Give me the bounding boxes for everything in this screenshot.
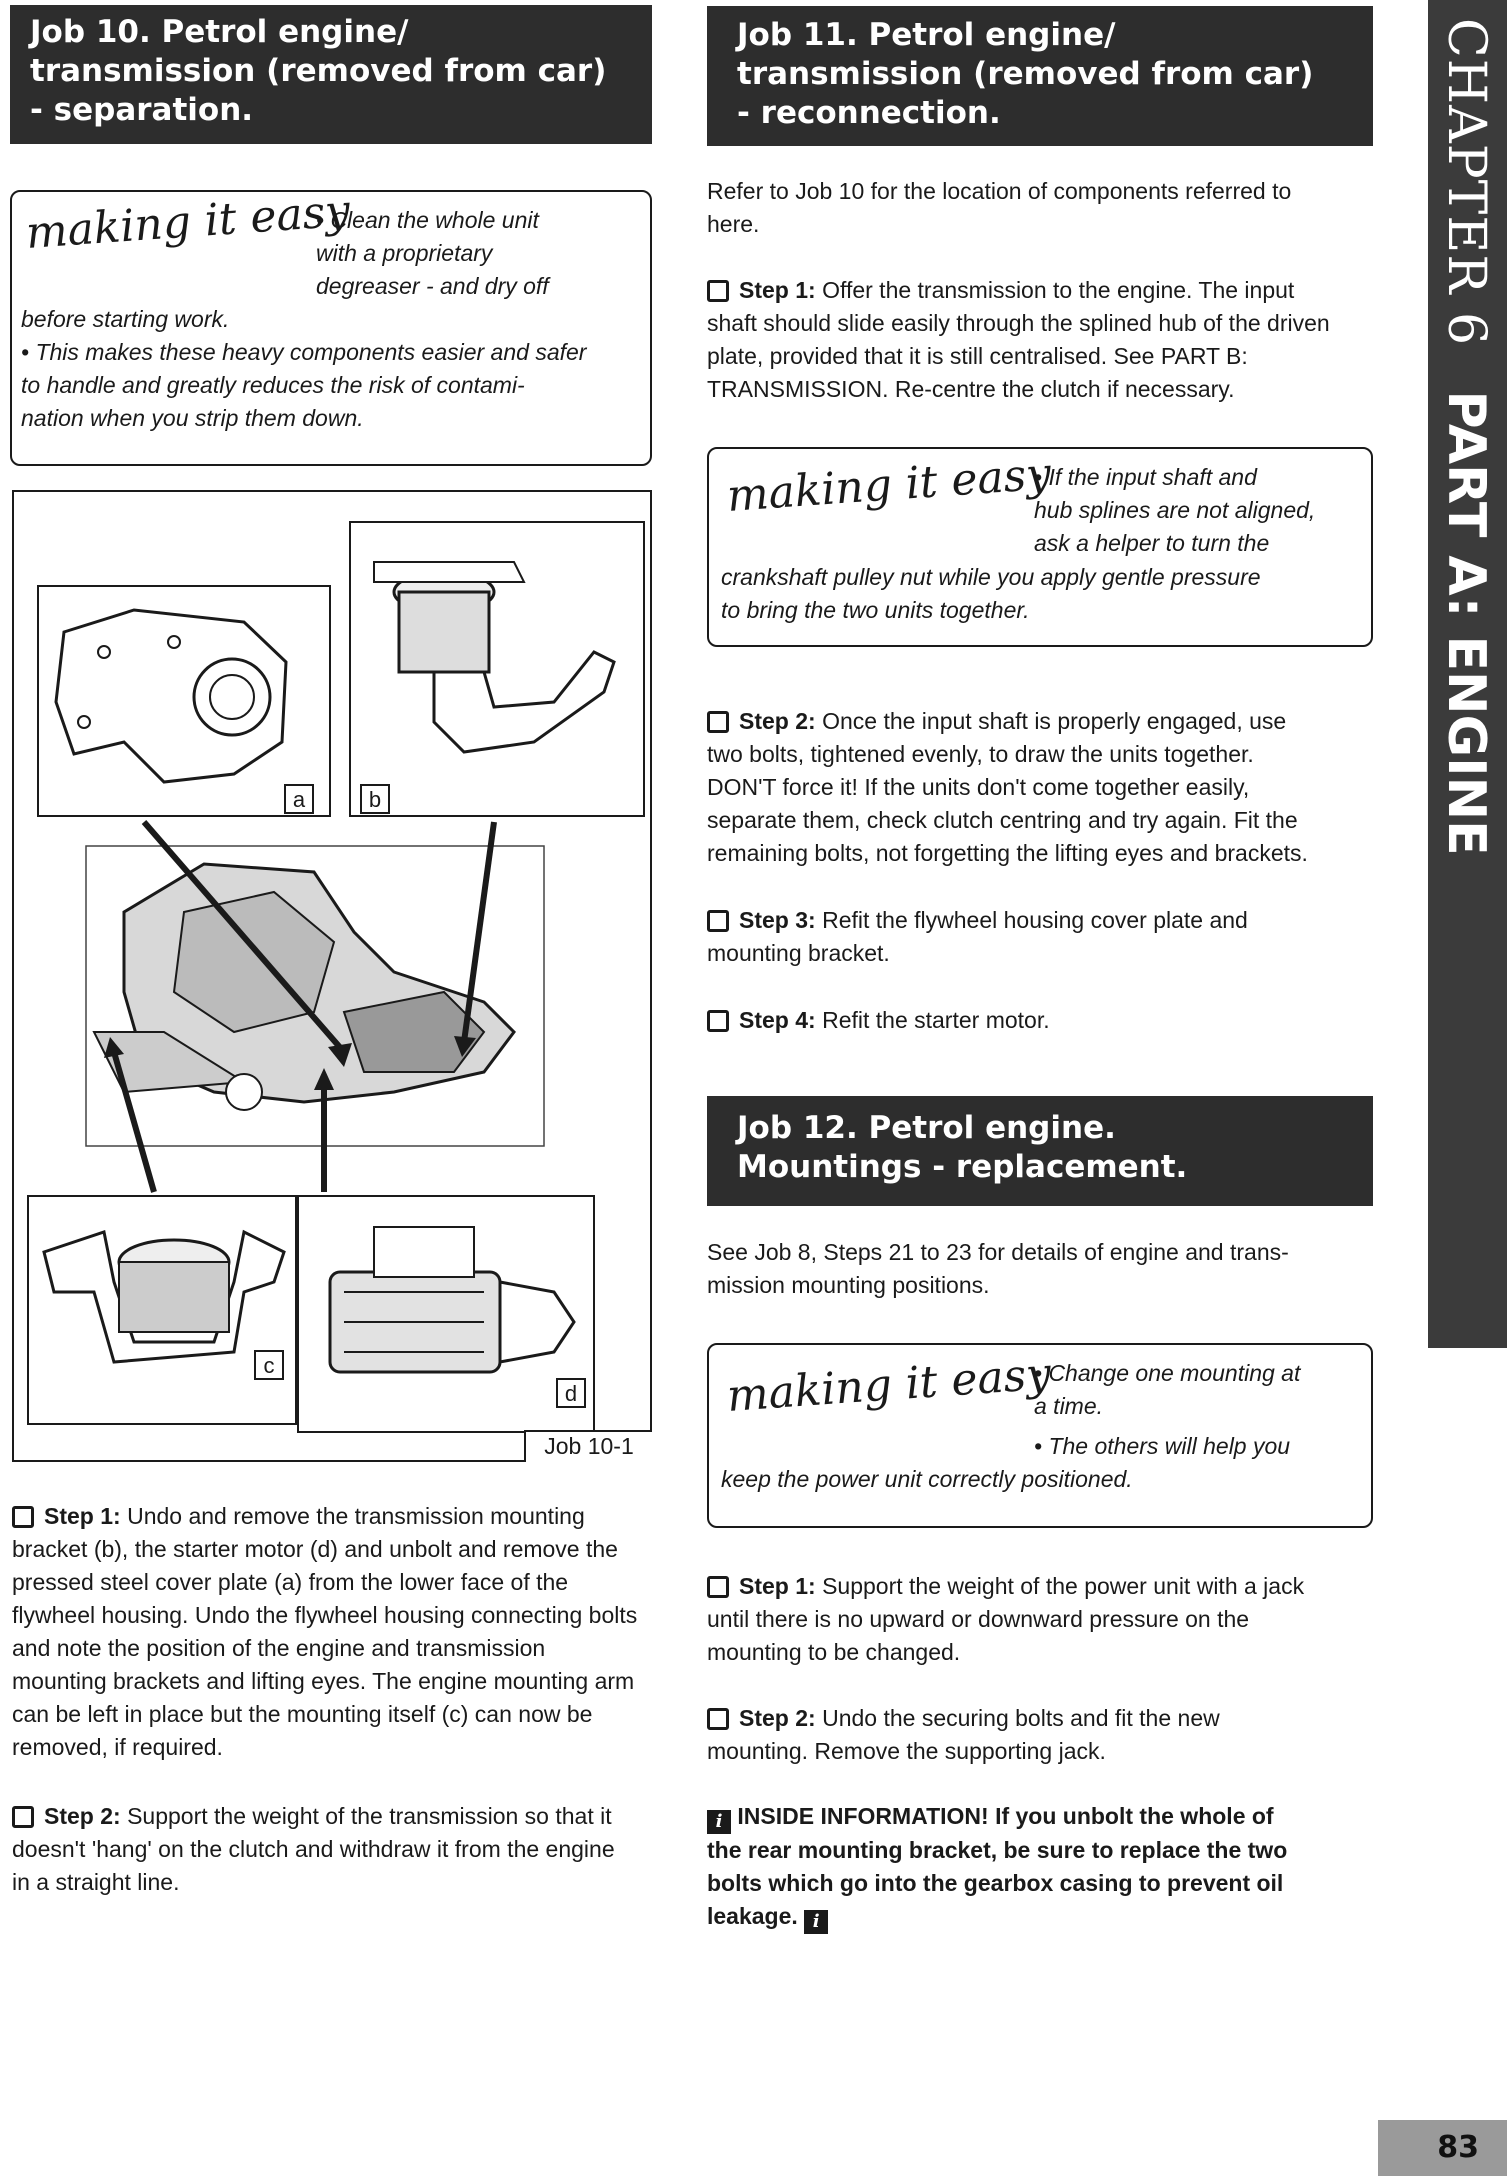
tip-line: • Clean the whole unit bbox=[316, 207, 539, 233]
tip-line: • If the input shaft and bbox=[1034, 464, 1257, 490]
figure-caption: Job 10-1 bbox=[524, 1430, 652, 1462]
job11-title-line: Job 11. Petrol engine/ bbox=[737, 17, 1116, 53]
step-label: Step 2: bbox=[44, 1803, 121, 1829]
job10-title-line: - separation. bbox=[30, 92, 254, 128]
job11-title-bar bbox=[707, 6, 1373, 146]
step-line: Support the weight of the power unit with a jack bbox=[822, 1573, 1305, 1599]
page-number-box bbox=[1378, 2120, 1507, 2176]
job10-title-line: Job 10. Petrol engine/ bbox=[30, 14, 409, 50]
step-line: in a straight line. bbox=[12, 1869, 180, 1895]
tip-line: • The others will help you bbox=[1034, 1433, 1291, 1459]
step-line: mounting to be changed. bbox=[707, 1639, 961, 1665]
checkbox-icon[interactable] bbox=[707, 280, 729, 302]
step-line: separate them, check clutch centring and try again. Fit the bbox=[707, 807, 1298, 833]
checkbox-icon[interactable] bbox=[707, 1010, 729, 1032]
figure-label-a: a bbox=[284, 784, 314, 814]
job12-title-line: Job 12. Petrol engine. bbox=[737, 1110, 1116, 1146]
inside-line: leakage. bbox=[707, 1903, 798, 1929]
step-line: Refit the starter motor. bbox=[822, 1007, 1050, 1033]
figure-job-10-1 bbox=[12, 490, 652, 1462]
step-line: Refit the flywheel housing cover plate and bbox=[822, 907, 1248, 933]
inside-line: INSIDE INFORMATION! If you unbolt the whole of bbox=[737, 1803, 1274, 1829]
checkbox-icon[interactable] bbox=[707, 1576, 729, 1598]
step-line: removed, if required. bbox=[12, 1734, 223, 1760]
step-label: Step 1: bbox=[739, 277, 816, 303]
tip-line: hub splines are not aligned, bbox=[1034, 497, 1316, 523]
job11-step-4 bbox=[707, 1004, 1373, 1037]
checkbox-icon[interactable] bbox=[12, 1506, 34, 1528]
checkbox-icon[interactable] bbox=[12, 1806, 34, 1828]
job10-title-bar bbox=[10, 5, 652, 144]
job10-step-2 bbox=[12, 1800, 652, 1899]
tip-line: to bring the two units together. bbox=[721, 597, 1030, 623]
step-line: until there is no upward or downward pressure on the bbox=[707, 1606, 1250, 1632]
step-line: Offer the transmission to the engine. The input bbox=[822, 277, 1295, 303]
step-label: Step 2: bbox=[739, 1705, 816, 1731]
step-label: Step 1: bbox=[44, 1503, 121, 1529]
step-label: Step 3: bbox=[739, 907, 816, 933]
tip-line: • Change one mounting at bbox=[1034, 1360, 1301, 1386]
checkbox-icon[interactable] bbox=[707, 1708, 729, 1730]
making-it-easy-logo: making it easy bbox=[725, 448, 1053, 522]
step-line: bracket (b), the starter motor (d) and unbolt and remove the bbox=[12, 1536, 618, 1562]
intro-line: mission mounting positions. bbox=[707, 1272, 990, 1298]
chapter-label: CHAPTER 6 bbox=[1436, 18, 1496, 347]
inside-information bbox=[707, 1800, 1373, 1934]
job12-intro bbox=[707, 1236, 1373, 1302]
intro-line: See Job 8, Steps 21 to 23 for details of engine and trans- bbox=[707, 1239, 1289, 1265]
step-line: shaft should slide easily through the splined hub of the driven bbox=[707, 310, 1330, 336]
job12-title-bar bbox=[707, 1096, 1373, 1206]
job10-step-1 bbox=[12, 1500, 652, 1764]
job12-step-2 bbox=[707, 1702, 1373, 1768]
step-line: mounting brackets and lifting eyes. The engine mounting arm bbox=[12, 1668, 635, 1694]
step-line: DON'T force it! If the units don't come together easily, bbox=[707, 774, 1250, 800]
step-line: Undo the securing bolts and fit the new bbox=[822, 1705, 1220, 1731]
step-line: pressed steel cover plate (a) from the lower face of the bbox=[12, 1569, 569, 1595]
job10-title-line: transmission (removed from car) bbox=[30, 53, 607, 89]
making-it-easy-tip-2 bbox=[707, 447, 1373, 647]
step-line: mounting. Remove the supporting jack. bbox=[707, 1738, 1106, 1764]
figure-label-b: b bbox=[360, 784, 390, 814]
step-line: can be left in place but the mounting itself (c) can now be bbox=[12, 1701, 593, 1727]
checkbox-icon[interactable] bbox=[707, 910, 729, 932]
part-label: PART A: ENGINE bbox=[1436, 390, 1496, 856]
job11-title-line: - reconnection. bbox=[737, 95, 1001, 131]
info-icon: i bbox=[804, 1910, 828, 1934]
intro-line: here. bbox=[707, 211, 760, 237]
step-line: TRANSMISSION. Re-centre the clutch if necessary. bbox=[707, 376, 1235, 402]
step-line: remaining bolts, not forgetting the lifting eyes and brackets. bbox=[707, 840, 1308, 866]
tip-line: • This makes these heavy components easier and safer bbox=[21, 339, 587, 365]
step-line: flywheel housing. Undo the flywheel housing connecting bolts bbox=[12, 1602, 638, 1628]
inside-line: the rear mounting bracket, be sure to replace the two bbox=[707, 1837, 1288, 1863]
job11-intro bbox=[707, 175, 1373, 241]
job11-step-1 bbox=[707, 274, 1373, 406]
job11-step-2 bbox=[707, 705, 1373, 870]
step-label: Step 1: bbox=[739, 1573, 816, 1599]
chapter-sidebar bbox=[1428, 0, 1507, 1348]
tip-line: nation when you strip them down. bbox=[21, 405, 364, 431]
step-line: plate, provided that it is still centralised. See PART B: bbox=[707, 343, 1248, 369]
checkbox-icon[interactable] bbox=[707, 711, 729, 733]
intro-line: Refer to Job 10 for the location of components referred to bbox=[707, 178, 1292, 204]
step-line: doesn't 'hang' on the clutch and withdraw it from the engine bbox=[12, 1836, 615, 1862]
page-number: 83 bbox=[1437, 2130, 1479, 2165]
step-line: and note the position of the engine and transmission bbox=[12, 1635, 546, 1661]
tip-line: ask a helper to turn the bbox=[1034, 530, 1270, 556]
step-line: Once the input shaft is properly engaged, use bbox=[822, 708, 1287, 734]
step-label: Step 4: bbox=[739, 1007, 816, 1033]
tip-line: before starting work. bbox=[21, 306, 230, 332]
making-it-easy-logo: making it easy bbox=[24, 185, 352, 259]
tip-line: to handle and greatly reduces the risk of contami- bbox=[21, 372, 525, 398]
inside-line: bolts which go into the gearbox casing to prevent oil bbox=[707, 1870, 1284, 1896]
step-line: Support the weight of the transmission so that it bbox=[127, 1803, 612, 1829]
tip-line: degreaser - and dry off bbox=[316, 273, 549, 299]
figure-label-c: c bbox=[254, 1350, 284, 1380]
step-line: mounting bracket. bbox=[707, 940, 890, 966]
making-it-easy-tip-3 bbox=[707, 1343, 1373, 1528]
step-line: two bolts, tightened evenly, to draw the units together. bbox=[707, 741, 1254, 767]
making-it-easy-tip-1 bbox=[10, 185, 652, 466]
info-icon: i bbox=[707, 1810, 731, 1834]
engine-diagram-illustration bbox=[14, 492, 650, 1460]
tip-line: crankshaft pulley nut while you apply gentle pressure bbox=[721, 564, 1261, 590]
tip-line: keep the power unit correctly positioned. bbox=[721, 1466, 1133, 1492]
figure-label-d: d bbox=[556, 1378, 586, 1408]
step-line: Undo and remove the transmission mounting bbox=[127, 1503, 585, 1529]
making-it-easy-logo: making it easy bbox=[725, 1348, 1053, 1422]
tip-line: a time. bbox=[1034, 1393, 1104, 1419]
job11-step-3 bbox=[707, 904, 1373, 970]
job12-title-line: Mountings - replacement. bbox=[737, 1149, 1188, 1185]
job11-title-line: transmission (removed from car) bbox=[737, 56, 1314, 92]
step-label: Step 2: bbox=[739, 708, 816, 734]
job12-step-1 bbox=[707, 1570, 1373, 1669]
tip-line: with a proprietary bbox=[316, 240, 493, 266]
